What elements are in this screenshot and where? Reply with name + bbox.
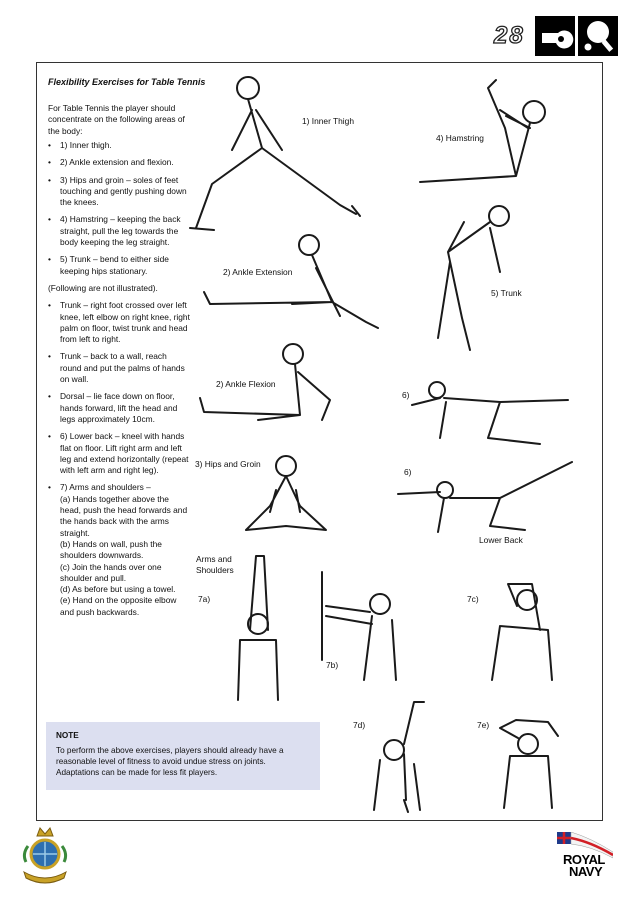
label-trunk: 5) Trunk [491,288,522,298]
lower-back-figure-2 [398,462,572,532]
list-item-text: 2) Ankle extension and flexion. [60,157,174,168]
ankle-extension-figure [204,235,378,328]
bullet: • [48,214,51,225]
label-inner-thigh: 1) Inner Thigh [302,116,354,126]
page-title: Flexibility Exercises for Table Tennis [48,77,206,87]
lower-back-figure-1 [412,382,568,444]
label-ankle-extension: 2) Ankle Extension [223,267,293,277]
bullet: • [48,391,51,402]
label-lower-back-6a: 6) [402,390,410,400]
arms-sub: (a) Hands together above the head, push the head forwards and the hands back with the arms straight. [60,493,188,538]
not-illustrated-note: (Following are not illustrated). [48,282,158,293]
label-7a: 7a) [198,594,211,604]
bullet: • [48,482,51,493]
page-number: 28 [494,22,525,49]
bullet: • [48,300,51,311]
arms-lead: 7) Arms and shoulders – [60,482,151,493]
inner-thigh-figure [190,77,360,230]
arms-7c-figure [492,584,552,680]
list-item-text: 1) Inner thigh. [60,140,112,150]
royal-marines-crest-icon [20,826,70,888]
label-hips-groin: 3) Hips and Groin [195,459,261,469]
note-title: NOTE [56,731,79,740]
list-item-text: Trunk – back to a wall, reach round and put the palms of hands on wall. [60,351,185,385]
note-text: To perform the above exercises, players should already have a reasonable level of fitness to avoid undue stress on joints. Adaptations can be made for less fit players. [56,746,284,777]
list-item-text: 5) Trunk – bend to either side keeping hips stationary. [60,254,169,276]
arms-7d-figure [374,702,424,812]
arms-7a-figure [238,556,278,700]
arms-sub: (d) As before but using a towel. [60,584,176,595]
hamstring-figure [420,80,545,182]
label-ankle-flexion: 2) Ankle Flexion [216,379,276,389]
royal-navy-line1: ROYAL [563,852,605,867]
note-box [46,722,320,790]
arms-sub: (c) Join the hands over one shoulder and pull. [60,561,162,583]
list-item-text: Trunk – right foot crossed over left knee, left elbow on right knee, right palm on floor, twist trunk and head from left to right. [60,300,190,345]
label-lower-back-6b: 6) [404,467,412,477]
bullet: • [48,174,51,185]
list-item-text: Dorsal – lie face down on floor, hands forward, lift the head and legs approximately 10cm. [60,391,178,424]
label-7d: 7d) [353,720,366,730]
intro-paragraph: For Table Tennis the player should concentrate on the following areas of the body: [48,103,185,136]
label-7c: 7c) [467,594,479,604]
list-item-text: 3) Hips and groin – soles of feet touching and gently pushing down the knees. [60,174,187,208]
bullet: • [48,140,51,150]
royal-navy-logo-text [563,854,605,878]
label-hamstring: 4) Hamstring [436,133,484,143]
label-arms-shoulders: Arms and Shoulders [196,554,234,575]
bullet: • [48,351,51,362]
arms-sub: (e) Hand on the opposite elbow and push backwards. [60,595,177,617]
arms-7e-figure [500,720,558,808]
label-lower-back: Lower Back [479,535,523,545]
arms-sub: (b) Hands on wall, push the shoulders downwards. [60,538,162,561]
label-7b: 7b) [326,660,339,670]
royal-navy-line2: NAVY [569,864,603,879]
label-7e: 7e) [477,720,490,730]
bullet: • [48,157,51,168]
trunk-figure [438,206,509,350]
list-item-text: 4) Hamstring – keeping the back straight, pull the leg towards the body keeping the leg straight. [60,214,181,248]
bullet: • [48,254,51,265]
bullet: • [48,431,51,442]
list-item-text: 6) Lower back – kneel with hands flat on floor. Lift right arm and left leg and extend horizontally (repeat with left arm and right leg). [60,431,189,476]
